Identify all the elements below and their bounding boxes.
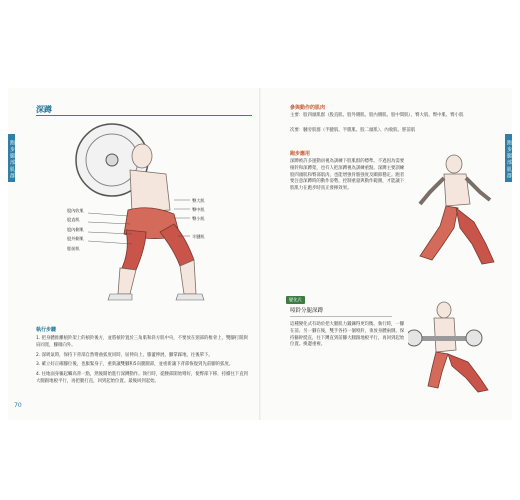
label-adductor: 股內收肌 — [67, 208, 84, 213]
step-1: 1. 把身體推離槓鈴架上的槓鈴後方，並將槓鈴置於三角肌和斜方肌中央，不要放在頸部的椎骨上，雙腳打開與肩同寬，腳微向外。 — [36, 336, 248, 348]
label-rectus-femoris: 股直肌 — [67, 217, 80, 222]
label-gluteus-maximus: 臀大肌 — [192, 198, 205, 203]
muscles-primary: 主要：股四頭肌群（股直肌、股外側肌、股內側肌、股中間肌）、臀大肌、臀中肌、臀小肌 — [290, 113, 464, 118]
execution-steps — [36, 326, 252, 389]
step-3: 3. 確立好正確腳位後，也脹緊身子，重新讓雙腳和5向腿腿部，並重新讓下背部恢復到先前腳的弧度。 — [36, 362, 234, 368]
split-squat-illustration — [408, 300, 500, 400]
steps-heading: 執行步驟 — [36, 327, 57, 333]
chapter-tab-left: 跑 步 腿 部 肌 群 — [8, 134, 15, 182]
muscles-secondary: 次要：膕旁肌群（半腱肌、半膜肌、股二頭肌）、內收肌、脛前肌 — [290, 128, 416, 133]
label-gluteus-minimus: 臀小肌 — [192, 216, 205, 221]
running-focus-text: 深蹲被許多運動員視為訓練下肢肌群的標準。不過因為需要槓鈴和深蹲架，也有人把深蹲視為訓練重點。深蹲主要訓練股四頭肌和臀部肌肉，也能增強骨骼強度及關節穩定。跑者要注意深蹲時的動作姿勢，控制重量與動作範圍，才能讓下肢肌力在跑步時真正發揮效果。 — [290, 159, 405, 192]
label-gluteus-medius: 臀中肌 — [192, 207, 205, 212]
label-vastus-lateralis: 股外側肌 — [67, 236, 84, 241]
running-focus-heading: 跑步應用 — [290, 151, 311, 157]
exercise-title: 深蹲 — [36, 105, 52, 114]
variation-tag: 變化式 — [286, 296, 305, 304]
book-gutter — [259, 88, 261, 420]
page-number-left: 70 — [14, 402, 22, 409]
squat-illustration — [70, 118, 210, 303]
muscles-heading: 參與動作的肌肉 — [290, 105, 326, 111]
label-hamstrings: 半腱肌 — [192, 234, 205, 239]
chapter-tab-right: 跑 步 腿 部 肌 群 — [505, 134, 512, 182]
variation-title: 啞鈴分腿深蹲 — [290, 308, 324, 314]
step-4: 4. 往地面身軀起觸高背一點，然後開始進行深蹲動作。執行時，從腰部開始彎好，使臀部下移，持續往下直到大腿跟地板平行，再把腿打直，回到起始位置。最後回到起始。 — [36, 372, 248, 384]
title-rule — [36, 115, 252, 116]
label-vastus-medialis: 股內側肌 — [67, 227, 84, 232]
label-tibialis: 脛前肌 — [67, 246, 80, 251]
runner-illustration — [410, 152, 500, 270]
variation-text: 這種變化式有助於把大腿肌力鍛鍊得更均衡。執行時，一腳在前、另一腳在後，雙手各持一個啞鈴，垂放身體兩側。保持軀幹挺直，往下蹲直到前腳大腿跟地板平行，再回到起始位置。換邊重複。 — [290, 322, 405, 348]
variation-rule — [290, 316, 392, 317]
step-2: 2. 深吸氣時，保持下背部自然彎曲弧度同時，屈伸向上，膝蓋伸展，腳掌踩地，往後單下。 — [36, 352, 213, 358]
